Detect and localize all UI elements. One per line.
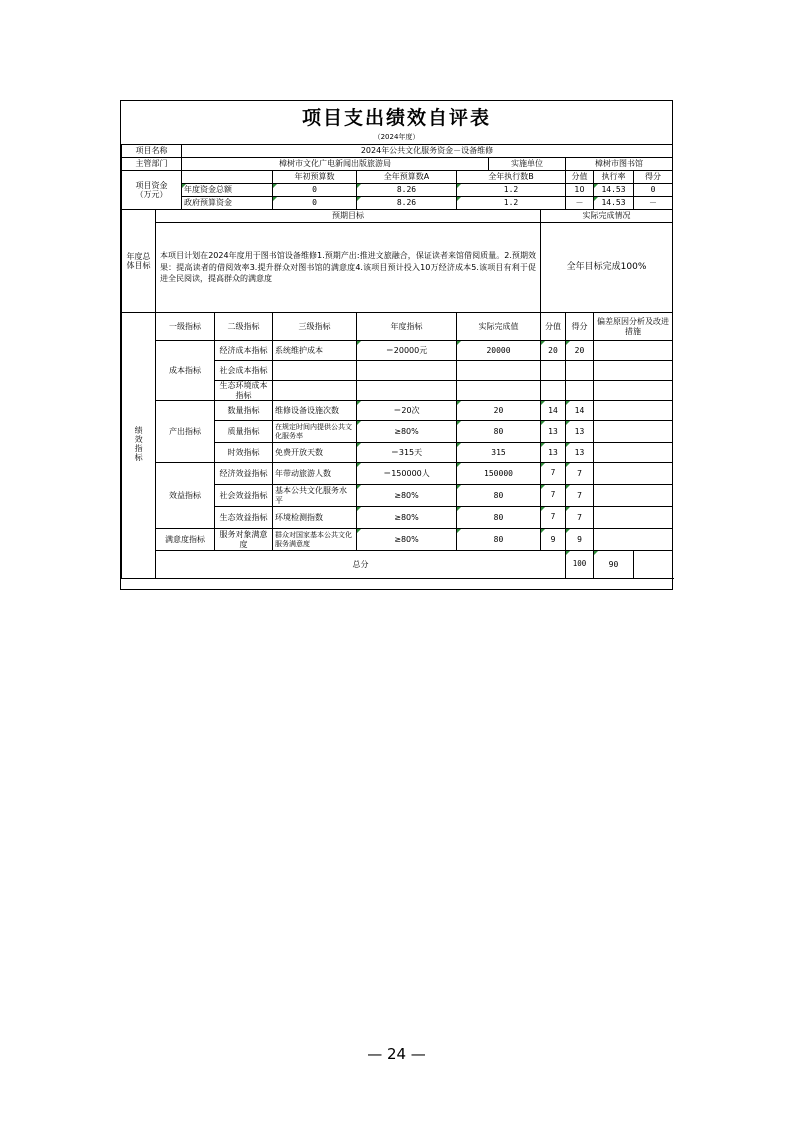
target-cell <box>357 361 457 381</box>
level1-output: 产出指标 <box>156 401 215 463</box>
level2-cell: 经济效益指标 <box>215 463 273 485</box>
actual-cell: 80 <box>457 529 541 551</box>
level2-cell: 质量指标 <box>215 421 273 443</box>
score-cell: 13 <box>566 421 594 443</box>
expected-goal-text: 本项目计划在2024年度用于图书馆设备维修1.预期产出:推进文旅融合，保证读者来馆借阅质量。2.预期效果：提高读者的借阅效率3.提升群众对图书馆的满意度4.该项目预计投入10万经济成本5.该项目有利于促进全民阅读，提高群众的满意度 <box>156 223 541 313</box>
page-number: — 24 — <box>367 1045 426 1063</box>
funds-row-total-rate: 14.53 <box>594 184 634 197</box>
note-cell <box>594 341 673 361</box>
note-cell <box>594 421 673 443</box>
actual-cell: 80 <box>457 507 541 529</box>
performance-table-frame <box>120 100 673 590</box>
perf-header-actual: 实际完成值 <box>457 313 541 341</box>
actual-cell: 20000 <box>457 341 541 361</box>
level2-cell: 生态效益指标 <box>215 507 273 529</box>
actual-completion-text: 全年目标完成100% <box>541 223 673 313</box>
weight-cell: 7 <box>541 507 566 529</box>
weight-cell <box>541 361 566 381</box>
actual-cell: 20 <box>457 401 541 421</box>
expected-goal-header: 预期目标 <box>156 210 541 223</box>
funds-header-initial: 年初预算数 <box>273 171 357 184</box>
funds-header-executed: 全年执行数B <box>457 171 566 184</box>
target-cell: ≥80% <box>357 421 457 443</box>
score-cell: 9 <box>566 529 594 551</box>
funds-label: 项目资金 （万元） <box>122 171 182 210</box>
level2-cell: 生态环境成本指标 <box>215 381 273 401</box>
level3-cell: 免费开放天数 <box>273 443 357 463</box>
level2-cell: 社会成本指标 <box>215 361 273 381</box>
target-cell: ＝150000人 <box>357 463 457 485</box>
project-name-value: 2024年公共文化服务资金－设备维修 <box>182 145 673 158</box>
perf-header-level3: 三级指标 <box>273 313 357 341</box>
target-cell: ≥80% <box>357 485 457 507</box>
funds-row-gov-executed: 1.2 <box>457 197 566 210</box>
total-weight: 100 <box>566 551 594 579</box>
funds-header-blank <box>182 171 273 184</box>
note-cell <box>594 463 673 485</box>
total-note <box>634 551 673 579</box>
department-label: 主管部门 <box>122 158 182 171</box>
level3-cell: 在规定时间内提供公共文化服务率 <box>273 421 357 443</box>
level3-cell: 年带动旅游人数 <box>273 463 357 485</box>
level3-cell: 群众对国家基本公共文化服务满意度 <box>273 529 357 551</box>
target-cell: ≥80% <box>357 507 457 529</box>
target-cell <box>357 381 457 401</box>
actual-cell <box>457 381 541 401</box>
note-cell <box>594 361 673 381</box>
level3-cell: 维修设备设施次数 <box>273 401 357 421</box>
target-cell: ＝315天 <box>357 443 457 463</box>
perf-header-level1: 一级指标 <box>156 313 215 341</box>
funds-row-total-score: 0 <box>634 184 673 197</box>
funds-row-total-annual: 8.26 <box>357 184 457 197</box>
note-cell <box>594 443 673 463</box>
perf-header-weight: 分值 <box>541 313 566 341</box>
perf-header-level2: 二级指标 <box>215 313 273 341</box>
target-cell: ≥80% <box>357 529 457 551</box>
funds-row-gov-score: － <box>634 197 673 210</box>
note-cell <box>594 401 673 421</box>
note-cell <box>594 507 673 529</box>
actual-cell: 150000 <box>457 463 541 485</box>
self-evaluation-table <box>121 144 673 579</box>
level3-cell: 系统维护成本 <box>273 341 357 361</box>
table-row <box>122 341 673 361</box>
weight-cell: 7 <box>541 463 566 485</box>
level2-cell: 社会效益指标 <box>215 485 273 507</box>
level3-cell: 基本公共文化服务水平 <box>273 485 357 507</box>
funds-header-annual: 全年预算数A <box>357 171 457 184</box>
funds-row-total-score-value: 10 <box>566 184 594 197</box>
perf-header-score: 得分 <box>566 313 594 341</box>
funds-row-total-executed: 1.2 <box>457 184 566 197</box>
funds-row-gov-initial: 0 <box>273 197 357 210</box>
overall-goal-label: 年度总体目标 <box>122 210 156 313</box>
performance-indicator-label <box>122 313 156 579</box>
actual-completion-header: 实际完成情况 <box>541 210 673 223</box>
level3-cell <box>273 381 357 401</box>
level3-cell: 环境检测指数 <box>273 507 357 529</box>
score-cell: 7 <box>566 485 594 507</box>
weight-cell <box>541 381 566 401</box>
level1-satisfaction: 满意度指标 <box>156 529 215 551</box>
funds-row-total-initial: 0 <box>273 184 357 197</box>
target-cell: ＝20次 <box>357 401 457 421</box>
table-row <box>122 463 673 485</box>
level1-cost: 成本指标 <box>156 341 215 401</box>
actual-cell: 315 <box>457 443 541 463</box>
weight-cell: 20 <box>541 341 566 361</box>
actual-cell <box>457 361 541 381</box>
table-row <box>122 529 673 551</box>
funds-row-gov-score-value: － <box>566 197 594 210</box>
funds-row-gov-rate: 14.53 <box>594 197 634 210</box>
actual-cell: 80 <box>457 485 541 507</box>
score-cell <box>566 381 594 401</box>
level1-benefit: 效益指标 <box>156 463 215 529</box>
perf-header-note: 偏差原因分析及改进措施 <box>594 313 673 341</box>
score-cell: 14 <box>566 401 594 421</box>
weight-cell: 13 <box>541 443 566 463</box>
funds-header-score-value: 分值 <box>566 171 594 184</box>
target-cell: ＝20000元 <box>357 341 457 361</box>
level3-cell <box>273 361 357 381</box>
table-row <box>122 401 673 421</box>
perf-header-target: 年度指标 <box>357 313 457 341</box>
funds-header-score: 得分 <box>634 171 673 184</box>
weight-cell: 13 <box>541 421 566 443</box>
performance-indicator-label-text: 绩效指标 <box>134 426 144 463</box>
funds-row-total-name: 年度资金总额 <box>182 184 273 197</box>
level2-cell: 时效指标 <box>215 443 273 463</box>
implementing-unit-label: 实施单位 <box>489 158 566 171</box>
score-cell: 13 <box>566 443 594 463</box>
funds-row-gov-annual: 8.26 <box>357 197 457 210</box>
actual-cell: 80 <box>457 421 541 443</box>
funds-row-gov-name: 政府预算资金 <box>182 197 273 210</box>
department-value: 樟树市文化广电新闻出版旅游局 <box>182 158 489 171</box>
note-cell <box>594 529 673 551</box>
implementing-unit-value: 樟树市图书馆 <box>566 158 673 171</box>
note-cell <box>594 485 673 507</box>
project-name-label: 项目名称 <box>122 145 182 158</box>
weight-cell: 7 <box>541 485 566 507</box>
year-label: （2024年度） <box>373 133 420 141</box>
funds-header-rate: 执行率 <box>594 171 634 184</box>
note-cell <box>594 381 673 401</box>
level2-cell: 数量指标 <box>215 401 273 421</box>
table-title: 项目支出绩效自评表 <box>301 106 491 129</box>
total-label: 总分 <box>156 551 566 579</box>
score-cell: 7 <box>566 507 594 529</box>
score-cell: 7 <box>566 463 594 485</box>
total-score: 90 <box>594 551 634 579</box>
weight-cell: 9 <box>541 529 566 551</box>
weight-cell: 14 <box>541 401 566 421</box>
level2-cell: 经济成本指标 <box>215 341 273 361</box>
score-cell <box>566 361 594 381</box>
level2-cell: 服务对象满意度 <box>215 529 273 551</box>
score-cell: 20 <box>566 341 594 361</box>
